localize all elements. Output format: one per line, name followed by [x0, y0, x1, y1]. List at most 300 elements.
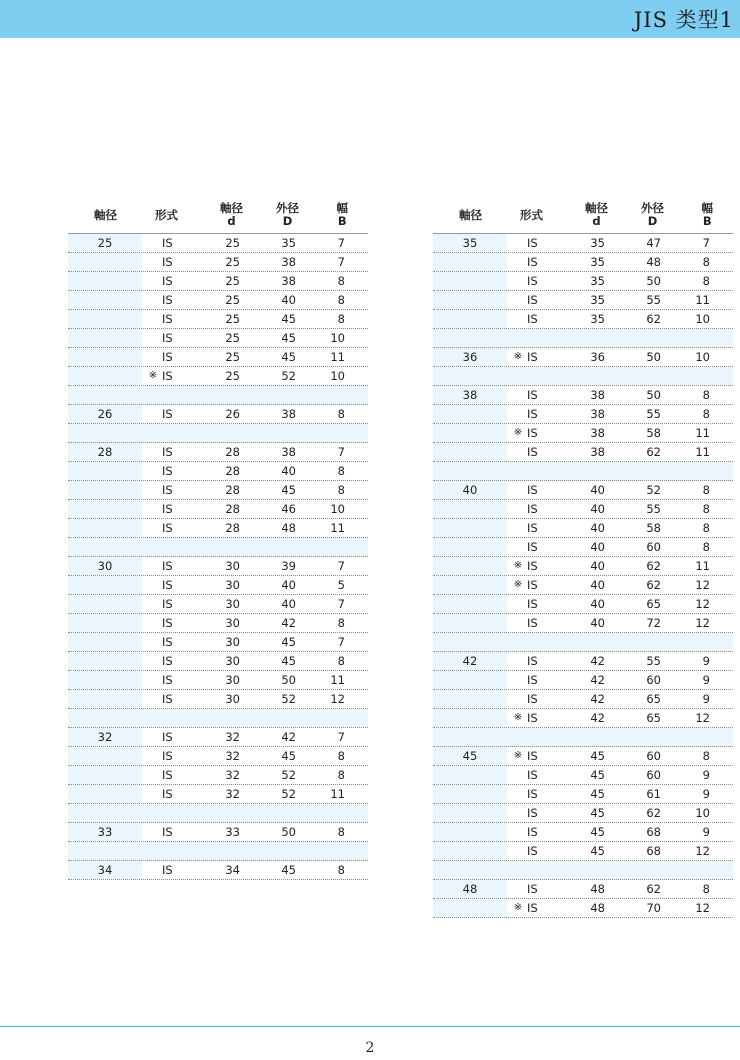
cell-D: 45	[281, 749, 296, 763]
cell-D: 50	[646, 274, 661, 288]
cell-d: 35	[590, 255, 605, 269]
cell-D: 38	[281, 274, 296, 288]
table-row-spacer	[68, 842, 368, 861]
table-row-spacer	[433, 329, 733, 348]
cell-D: 62	[646, 578, 661, 592]
col-header-d-bottom: d	[592, 214, 601, 228]
shaft-cell-bg	[433, 424, 507, 442]
cell-d: 42	[590, 692, 605, 706]
table-row	[68, 785, 368, 804]
shaft-cell-bg	[433, 899, 507, 917]
cell-D: 50	[646, 350, 661, 364]
cell-shaft: 45	[462, 749, 478, 763]
cell-D: 58	[646, 521, 661, 535]
cell-type: IS	[527, 749, 538, 763]
table-row	[433, 576, 733, 595]
table-row	[68, 481, 368, 500]
table-row	[68, 557, 368, 576]
cell-B: 8	[702, 407, 710, 421]
cell-d: 40	[590, 559, 605, 573]
cell-d: 45	[590, 844, 605, 858]
cell-D: 38	[281, 255, 296, 269]
table-row	[433, 481, 733, 500]
cell-mark: ※	[513, 351, 523, 362]
cell-type: IS	[162, 350, 173, 364]
cell-d: 45	[590, 825, 605, 839]
cell-d: 40	[590, 616, 605, 630]
cell-d: 32	[225, 749, 240, 763]
cell-B: 8	[337, 768, 345, 782]
col-header-d	[585, 202, 608, 228]
table-row	[68, 652, 368, 671]
cell-D: 52	[281, 369, 296, 383]
table-row	[433, 405, 733, 424]
cell-type: IS	[162, 502, 173, 516]
table-row	[433, 804, 733, 823]
cell-D: 62	[646, 312, 661, 326]
cell-D: 45	[281, 312, 296, 326]
table-row	[433, 272, 733, 291]
cell-shaft: 25	[97, 236, 113, 250]
table-row	[433, 538, 733, 557]
table-row	[433, 899, 733, 918]
cell-B: 7	[337, 730, 345, 744]
col-header-B-bottom: B	[337, 214, 347, 228]
cell-type: IS	[527, 559, 538, 573]
cell-d: 32	[225, 730, 240, 744]
table-row	[68, 348, 368, 367]
table-row	[68, 272, 368, 291]
cell-d: 35	[590, 274, 605, 288]
shaft-cell-bg	[433, 671, 507, 689]
cell-d: 25	[225, 369, 240, 383]
cell-type: IS	[162, 407, 173, 421]
cell-B: 7	[337, 255, 345, 269]
cell-d: 40	[590, 483, 605, 497]
cell-type: IS	[527, 407, 538, 421]
table-row	[68, 519, 368, 538]
col-header-B-top: 幅	[336, 201, 348, 215]
cell-B: 11	[330, 350, 345, 364]
cell-type: IS	[527, 901, 538, 915]
table-row	[68, 747, 368, 766]
cell-shaft: 36	[462, 350, 478, 364]
table-row	[433, 234, 733, 253]
cell-B: 10	[330, 369, 345, 383]
cell-B: 8	[337, 464, 345, 478]
col-header-d-top: 軸径	[585, 201, 608, 215]
cell-type: IS	[162, 255, 173, 269]
cell-d: 28	[225, 502, 240, 516]
cell-type: IS	[162, 293, 173, 307]
cell-d: 38	[590, 407, 605, 421]
cell-B: 12	[695, 597, 710, 611]
cell-d: 42	[590, 654, 605, 668]
table-row	[433, 614, 733, 633]
table-row	[68, 861, 368, 880]
cell-B: 8	[337, 407, 345, 421]
cell-D: 65	[646, 711, 661, 725]
cell-shaft: 38	[462, 388, 478, 402]
col-header-d-top: 軸径	[220, 201, 243, 215]
shaft-cell-bg	[433, 766, 507, 784]
cell-D: 42	[281, 730, 296, 744]
table-row	[68, 443, 368, 462]
cell-B: 8	[337, 312, 345, 326]
table-row	[433, 310, 733, 329]
table-row	[433, 348, 733, 367]
table-row	[68, 310, 368, 329]
shaft-cell-bg	[433, 804, 507, 822]
table-body	[433, 234, 733, 918]
cell-d: 30	[225, 616, 240, 630]
cell-d: 32	[225, 768, 240, 782]
table-row	[433, 443, 733, 462]
header-bar	[0, 0, 740, 38]
cell-B: 8	[702, 749, 710, 763]
cell-d: 30	[225, 654, 240, 668]
cell-D: 60	[646, 749, 661, 763]
cell-D: 40	[281, 578, 296, 592]
cell-D: 52	[281, 692, 296, 706]
cell-type: IS	[527, 293, 538, 307]
col-header-D-top: 外径	[641, 201, 664, 215]
cell-type: IS	[162, 369, 173, 383]
cell-d: 30	[225, 597, 240, 611]
cell-d: 25	[225, 312, 240, 326]
table-row-spacer	[433, 367, 733, 386]
cell-d: 45	[590, 787, 605, 801]
table-row	[68, 728, 368, 747]
table-row	[68, 253, 368, 272]
cell-B: 8	[337, 274, 345, 288]
cell-D: 62	[646, 445, 661, 459]
table-row	[68, 234, 368, 253]
table-row-spacer	[68, 804, 368, 823]
spec-table-right	[433, 200, 733, 918]
cell-D: 52	[281, 768, 296, 782]
cell-B: 9	[702, 654, 710, 668]
cell-type: IS	[527, 540, 538, 554]
cell-B: 8	[702, 502, 710, 516]
cell-B: 11	[330, 787, 345, 801]
cell-B: 8	[337, 654, 345, 668]
cell-B: 8	[702, 882, 710, 896]
table-row	[433, 671, 733, 690]
cell-type: IS	[162, 597, 173, 611]
cell-d: 42	[590, 673, 605, 687]
cell-B: 10	[695, 312, 710, 326]
cell-type: IS	[162, 274, 173, 288]
cell-d: 40	[590, 597, 605, 611]
cell-shaft: 35	[462, 236, 478, 250]
shaft-cell-bg	[433, 272, 507, 290]
cell-type: IS	[527, 388, 538, 402]
cell-B: 11	[695, 293, 710, 307]
cell-type: IS	[527, 597, 538, 611]
cell-B: 11	[330, 521, 345, 535]
shaft-cell-bg	[68, 519, 142, 537]
table-row	[433, 519, 733, 538]
cell-type: IS	[527, 521, 538, 535]
cell-d: 35	[590, 312, 605, 326]
cell-B: 8	[702, 388, 710, 402]
cell-B: 11	[695, 426, 710, 440]
shaft-cell-bg	[433, 709, 507, 727]
cell-D: 55	[646, 654, 661, 668]
cell-B: 8	[702, 483, 710, 497]
cell-d: 28	[225, 483, 240, 497]
cell-B: 10	[695, 350, 710, 364]
table-row	[433, 842, 733, 861]
cell-D: 35	[281, 236, 296, 250]
shaft-cell-bg	[68, 690, 142, 708]
table-row	[433, 823, 733, 842]
cell-D: 55	[646, 407, 661, 421]
cell-d: 25	[225, 331, 240, 345]
cell-type: IS	[162, 730, 173, 744]
cell-D: 38	[281, 407, 296, 421]
col-header-B-top: 幅	[701, 201, 713, 215]
cell-B: 7	[337, 559, 345, 573]
cell-shaft: 40	[462, 483, 478, 497]
cell-d: 40	[590, 578, 605, 592]
table-row	[68, 823, 368, 842]
shaft-cell-bg	[68, 329, 142, 347]
cell-type: IS	[527, 654, 538, 668]
table-row	[68, 500, 368, 519]
table-row	[433, 557, 733, 576]
spec-table-left	[68, 200, 368, 880]
cell-d: 36	[590, 350, 605, 364]
cell-type: IS	[527, 502, 538, 516]
cell-d: 30	[225, 559, 240, 573]
cell-type: IS	[162, 616, 173, 630]
col-header-B-bottom: B	[702, 214, 712, 228]
cell-D: 45	[281, 635, 296, 649]
cell-B: 5	[337, 578, 345, 592]
cell-shaft: 26	[97, 407, 113, 421]
cell-d: 38	[590, 388, 605, 402]
table-row	[68, 367, 368, 386]
cell-D: 52	[646, 483, 661, 497]
page-title: JIS 类型1	[633, 8, 734, 32]
table-row-spacer	[68, 386, 368, 405]
cell-D: 60	[646, 673, 661, 687]
cell-type: IS	[162, 673, 173, 687]
cell-d: 38	[590, 426, 605, 440]
cell-D: 40	[281, 293, 296, 307]
cell-D: 45	[281, 350, 296, 364]
shaft-cell-bg	[433, 614, 507, 632]
cell-B: 9	[702, 825, 710, 839]
table-row	[68, 462, 368, 481]
table-row-spacer	[433, 861, 733, 880]
table-row-spacer	[68, 424, 368, 443]
col-header-D-bottom: D	[647, 214, 658, 228]
table-row	[68, 766, 368, 785]
cell-B: 8	[702, 521, 710, 535]
shaft-cell-bg	[68, 576, 142, 594]
cell-type: IS	[527, 806, 538, 820]
cell-type: IS	[162, 692, 173, 706]
cell-mark: ※	[513, 902, 523, 913]
cell-D: 38	[281, 445, 296, 459]
shaft-cell-bg	[68, 291, 142, 309]
shaft-cell-bg	[68, 253, 142, 271]
table-row-spacer	[68, 709, 368, 728]
cell-type: IS	[162, 483, 173, 497]
cell-B: 8	[337, 293, 345, 307]
cell-D: 50	[646, 388, 661, 402]
cell-type: IS	[527, 882, 538, 896]
cell-d: 33	[225, 825, 240, 839]
table-row	[433, 595, 733, 614]
cell-mark: ※	[148, 370, 158, 381]
cell-type: IS	[162, 825, 173, 839]
col-header-B	[337, 202, 349, 228]
table-row-spacer	[433, 728, 733, 747]
cell-D: 45	[281, 654, 296, 668]
shaft-cell-bg	[433, 443, 507, 461]
shaft-cell-bg	[433, 690, 507, 708]
cell-type: IS	[527, 312, 538, 326]
cell-D: 60	[646, 768, 661, 782]
cell-type: IS	[162, 768, 173, 782]
cell-type: IS	[162, 787, 173, 801]
cell-type: IS	[162, 236, 173, 250]
cell-type: IS	[162, 749, 173, 763]
cell-B: 7	[337, 445, 345, 459]
cell-type: IS	[527, 673, 538, 687]
cell-d: 42	[590, 711, 605, 725]
shaft-cell-bg	[68, 785, 142, 803]
shaft-cell-bg	[433, 785, 507, 803]
cell-B: 12	[695, 901, 710, 915]
cell-D: 68	[646, 825, 661, 839]
cell-d: 26	[225, 407, 240, 421]
table-row	[68, 671, 368, 690]
cell-mark: ※	[513, 427, 523, 438]
table-row	[433, 785, 733, 804]
shaft-cell-bg	[433, 576, 507, 594]
cell-D: 55	[646, 293, 661, 307]
cell-d: 45	[590, 749, 605, 763]
table-header	[433, 200, 733, 234]
shaft-cell-bg	[433, 538, 507, 556]
cell-D: 39	[281, 559, 296, 573]
cell-B: 8	[337, 483, 345, 497]
cell-d: 25	[225, 293, 240, 307]
cell-B: 11	[695, 559, 710, 573]
cell-D: 62	[646, 806, 661, 820]
cell-B: 9	[702, 768, 710, 782]
shaft-cell-bg	[68, 367, 142, 385]
cell-shaft: 48	[462, 882, 478, 896]
table-row	[433, 652, 733, 671]
cell-D: 60	[646, 540, 661, 554]
cell-d: 45	[590, 768, 605, 782]
cell-D: 40	[281, 597, 296, 611]
table-row	[68, 595, 368, 614]
cell-type: IS	[162, 521, 173, 535]
table-row	[433, 291, 733, 310]
cell-D: 47	[646, 236, 661, 250]
col-header-B	[702, 202, 714, 228]
shaft-cell-bg	[68, 481, 142, 499]
table-row	[433, 253, 733, 272]
shaft-cell-bg	[433, 253, 507, 271]
col-header-D-bottom: D	[282, 214, 293, 228]
cell-B: 8	[337, 616, 345, 630]
cell-type: IS	[162, 578, 173, 592]
shaft-cell-bg	[68, 500, 142, 518]
table-row	[433, 880, 733, 899]
cell-B: 9	[702, 692, 710, 706]
cell-B: 7	[337, 236, 345, 250]
cell-D: 65	[646, 597, 661, 611]
shaft-cell-bg	[433, 557, 507, 575]
cell-D: 65	[646, 692, 661, 706]
col-header-type: 形式	[155, 208, 178, 222]
table-row-spacer	[68, 538, 368, 557]
cell-D: 55	[646, 502, 661, 516]
table-body	[68, 234, 368, 880]
shaft-cell-bg	[433, 310, 507, 328]
cell-B: 12	[695, 711, 710, 725]
col-header-D	[276, 202, 299, 228]
cell-d: 30	[225, 692, 240, 706]
shaft-cell-bg	[68, 633, 142, 651]
shaft-cell-bg	[433, 823, 507, 841]
cell-shaft: 42	[462, 654, 478, 668]
cell-D: 48	[281, 521, 296, 535]
cell-type: IS	[527, 844, 538, 858]
cell-B: 10	[695, 806, 710, 820]
cell-d: 30	[225, 578, 240, 592]
table-row	[433, 747, 733, 766]
cell-D: 68	[646, 844, 661, 858]
cell-B: 7	[337, 635, 345, 649]
cell-B: 9	[702, 787, 710, 801]
table-row	[433, 709, 733, 728]
shaft-cell-bg	[433, 500, 507, 518]
cell-type: IS	[162, 559, 173, 573]
cell-B: 10	[330, 331, 345, 345]
cell-D: 45	[281, 863, 296, 877]
shaft-cell-bg	[68, 595, 142, 613]
cell-type: IS	[527, 255, 538, 269]
shaft-cell-bg	[68, 747, 142, 765]
cell-shaft: 28	[97, 445, 113, 459]
page-number: 2	[365, 1040, 375, 1056]
cell-D: 48	[646, 255, 661, 269]
cell-type: IS	[162, 635, 173, 649]
cell-d: 40	[590, 521, 605, 535]
shaft-cell-bg	[433, 405, 507, 423]
cell-B: 7	[337, 597, 345, 611]
cell-d: 32	[225, 787, 240, 801]
cell-type: IS	[527, 616, 538, 630]
cell-D: 72	[646, 616, 661, 630]
shaft-cell-bg	[68, 462, 142, 480]
cell-type: IS	[527, 483, 538, 497]
cell-mark: ※	[513, 712, 523, 723]
cell-d: 28	[225, 445, 240, 459]
cell-D: 45	[281, 483, 296, 497]
cell-d: 48	[590, 882, 605, 896]
col-header-shaft: 軸径	[94, 208, 117, 222]
